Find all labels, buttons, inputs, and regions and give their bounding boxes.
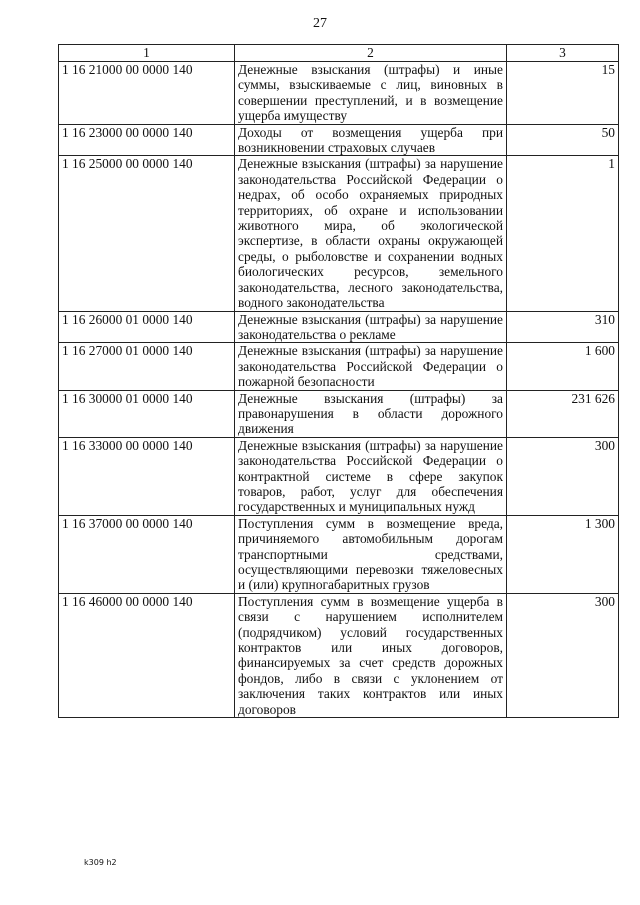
budget-code: 1 16 25000 00 0000 140 xyxy=(59,156,235,311)
budget-code: 1 16 30000 01 0000 140 xyxy=(59,390,235,437)
income-description: Денежные взыскания (штрафы) за нарушение законодательства Российской Федерации о контрактной системе в сфере закупок товаров, работ, услуг для обеспечения государственных и муниципальных нужд xyxy=(235,437,507,515)
document-footer-code: k309 h2 xyxy=(84,858,117,867)
revenue-table xyxy=(58,44,619,718)
table-row xyxy=(59,62,619,125)
income-amount: 1 300 xyxy=(507,515,619,593)
table-row xyxy=(59,437,619,515)
budget-code: 1 16 27000 01 0000 140 xyxy=(59,343,235,390)
income-description: Денежные взыскания (штрафы) за нарушение законодательства о рекламе xyxy=(235,311,507,343)
budget-code: 1 16 21000 00 0000 140 xyxy=(59,62,235,125)
column-header-amount: 3 xyxy=(507,45,619,62)
table-header-row xyxy=(59,45,619,62)
table-row xyxy=(59,124,619,156)
income-description: Денежные взыскания (штрафы) за правонарушения в области дорожного движения xyxy=(235,390,507,437)
income-description: Денежные взыскания (штрафы) и иные суммы, взыскиваемые с лиц, виновных в совершении преступлений, и в возмещение ущерба имуществу xyxy=(235,62,507,125)
table-row xyxy=(59,156,619,311)
page-number: 27 xyxy=(313,16,327,31)
income-amount: 50 xyxy=(507,124,619,156)
budget-code: 1 16 23000 00 0000 140 xyxy=(59,124,235,156)
income-amount: 300 xyxy=(507,437,619,515)
budget-code: 1 16 37000 00 0000 140 xyxy=(59,515,235,593)
income-amount: 1 xyxy=(507,156,619,311)
income-description: Поступления сумм в возмещение вреда, причиняемого автомобильным дорогам транспортными средствами, осуществляющими перевозки тяжеловесных и (или) крупногабаритных грузов xyxy=(235,515,507,593)
income-description: Денежные взыскания (штрафы) за нарушение законодательства Российской Федерации о пожарной безопасности xyxy=(235,343,507,390)
income-description: Денежные взыскания (штрафы) за нарушение законодательства Российской Федерации о недрах, об особо охраняемых природных территориях, об охране и использовании животного мира, об экологической экспертизе, в области охраны окружающей среды, о рыболовстве и сохранении водных биологических ресурсов, земельного законодательства, лесного законодательства, водного законодательства xyxy=(235,156,507,311)
column-header-code: 1 xyxy=(59,45,235,62)
budget-code: 1 16 26000 01 0000 140 xyxy=(59,311,235,343)
table-row xyxy=(59,390,619,437)
table-row xyxy=(59,593,619,717)
income-amount: 1 600 xyxy=(507,343,619,390)
income-description: Доходы от возмещения ущерба при возникновении страховых случаев xyxy=(235,124,507,156)
table-row xyxy=(59,515,619,593)
budget-code: 1 16 33000 00 0000 140 xyxy=(59,437,235,515)
table-row xyxy=(59,311,619,343)
income-amount: 300 xyxy=(507,593,619,717)
table-row xyxy=(59,343,619,390)
income-description: Поступления сумм в возмещение ущерба в связи с нарушением исполнителем (подрядчиком) условий государственных контрактов или иных договоров, финансируемых за счет средств дорожных фондов, либо в связи с уклонением от заключения таких контрактов или иных договоров xyxy=(235,593,507,717)
budget-code: 1 16 46000 00 0000 140 xyxy=(59,593,235,717)
column-header-description: 2 xyxy=(235,45,507,62)
income-amount: 231 626 xyxy=(507,390,619,437)
income-amount: 15 xyxy=(507,62,619,125)
income-amount: 310 xyxy=(507,311,619,343)
